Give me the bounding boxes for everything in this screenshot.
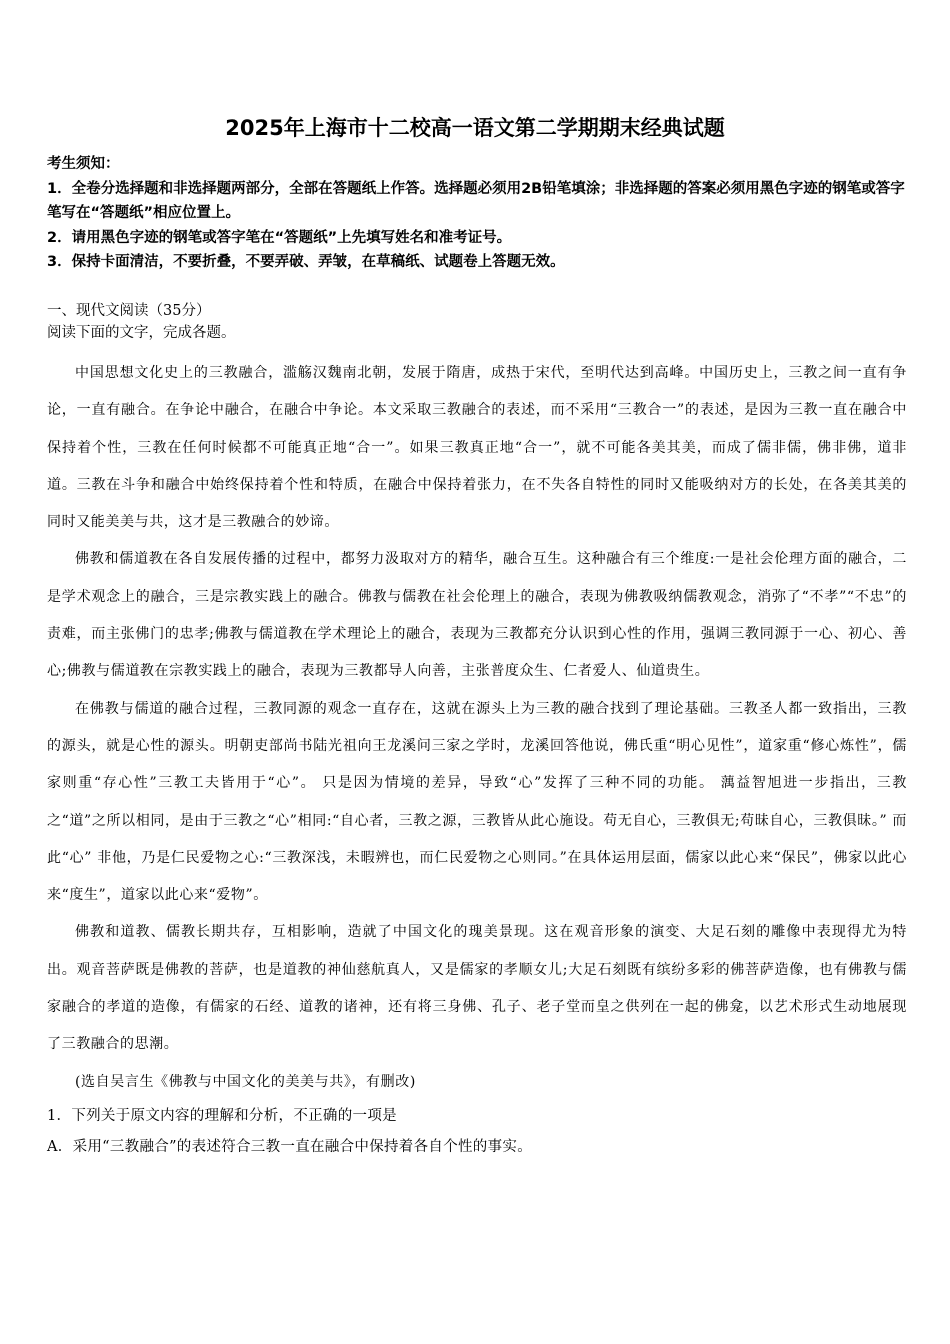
question-1-stem: 1．下列关于原文内容的理解和分析，不正确的一项是 bbox=[47, 1107, 397, 1124]
passage-paragraph-4: 佛教和道教、儒教长期共存，互相影响，造就了中国文化的瑰美景现。这在观音形象的演变、大足石刻的雕像中表现得尤为特出。观音菩萨既是佛教的菩萨，也是道教的神仙慈航真人，又是儒家的孝顺女儿;大足石刻既有缤纷多彩的佛菩萨造像，也有佛教与儒家融合的孝道的造像，有儒家的石经、道教的诸神，还有将三身佛、孔子、老子堂而皇之供列在一起的佛龛，以艺术形式生动地展现了三教融合的思潮。 bbox=[47, 924, 907, 1053]
question-1-option-a: A．采用“三教融合”的表述符合三教一直在融合中保持着各自个性的事实。 bbox=[47, 1138, 532, 1155]
notice-heading: 考生须知： bbox=[47, 156, 120, 172]
passage-paragraph-3: 在佛教与儒道的融合过程，三教同源的观念一直存在，这就在源头上为三教的融合找到了理论基础。三教圣人都一致指出，三教的源头，就是心性的源头。明朝吏部尚书陆光祖向王龙溪问三家之学时，龙溪回答他说，佛氏重“明心见性”，道家重“修心炼性”，儒家则重“存心性”三教工夫皆用于“心”。 只是因为情境的差异，导致“心”发挥了三种不同的功能。 蕅益智旭进一步指出，三教之“道”之所以相同，是由于三教之“心”相同:“自心者，三教之源，三教皆从此心施设。苟无自心，三教俱无;苟昧自心，三教俱昧。” 而此“心” 非他，乃是仁民爱物之心:“三教深浅，未暇辨也，而仁民爱物之心则同。”在具体运用层面，儒家以此心来“保民”，佛家以此心来“度生”，道家以此心来“爱物”。 bbox=[47, 700, 907, 904]
passage-source: (选自吴言生《佛教与中国文化的美美与共》，有删改) bbox=[75, 1073, 416, 1090]
passage-paragraph-2: 佛教和儒道教在各自发展传播的过程中，都努力汲取对方的精华，融合互生。这种融合有三个维度:一是社会伦理方面的融合，二是学术观念上的融合，三是宗教实践上的融合。佛教与儒教在社会伦理上的融合，表现为佛教吸纳儒教观念，消弥了“不孝”“不忠”的责难，而主张佛门的忠孝;佛教与儒道教在学术理论上的融合，表现为三教都充分认识到心性的作用，强调三教同源于一心、初心、善心;佛教与儒道教在宗教实践上的融合，表现为三教都导人向善，主张普度众生、仁者爱人、仙道贵生。 bbox=[47, 551, 907, 680]
notice-item-1: 1．全卷分选择题和非选择题两部分，全部在答题纸上作答。选择题必须用2B铅笔填涂；非选择题的答案必须用黑色字迹的钢笔或答字笔写在“答题纸”相应位置上。 bbox=[47, 180, 905, 221]
section-heading: 一、现代文阅读（35分） bbox=[47, 303, 211, 319]
reading-passage bbox=[47, 355, 907, 1163]
section-instruction: 阅读下面的文字，完成各题。 bbox=[47, 325, 236, 341]
passage-paragraph-1: 中国思想文化史上的三教融合，滥觞汉魏南北朝，发展于隋唐，成热于宋代，至明代达到高峰。中国历史上，三教之间一直有争论，一直有融合。在争论中融合，在融合中争论。本文采取三教融合的表述，而不采用“三教合一”的表述，是因为三教一直在融合中保持着个性，三教在任何时候都不可能真正地“合一”。如果三教真正地“合一”，就不可能各美其美，而成了儒非儒，佛非佛，道非道。三教在斗争和融合中始终保持着个性和特质，在融合中保持着张力，在不失各自特性的同时又能吸纳对方的长处，在各美其美的同时又能美美与共，这才是三教融合的妙谛。 bbox=[47, 365, 907, 531]
candidate-notice bbox=[47, 152, 907, 275]
exam-title: 2025年上海市十二校高一语文第二学期期末经典试题 bbox=[225, 116, 725, 140]
notice-item-2: 2．请用黑色字迹的钢笔或答字笔在“答题纸”上先填写姓名和准考证号。 bbox=[47, 229, 512, 246]
section-header bbox=[47, 300, 907, 344]
notice-item-3: 3．保持卡面清洁，不要折叠，不要弄破、弄皱，在草稿纸、试题卷上答题无效。 bbox=[47, 254, 565, 270]
